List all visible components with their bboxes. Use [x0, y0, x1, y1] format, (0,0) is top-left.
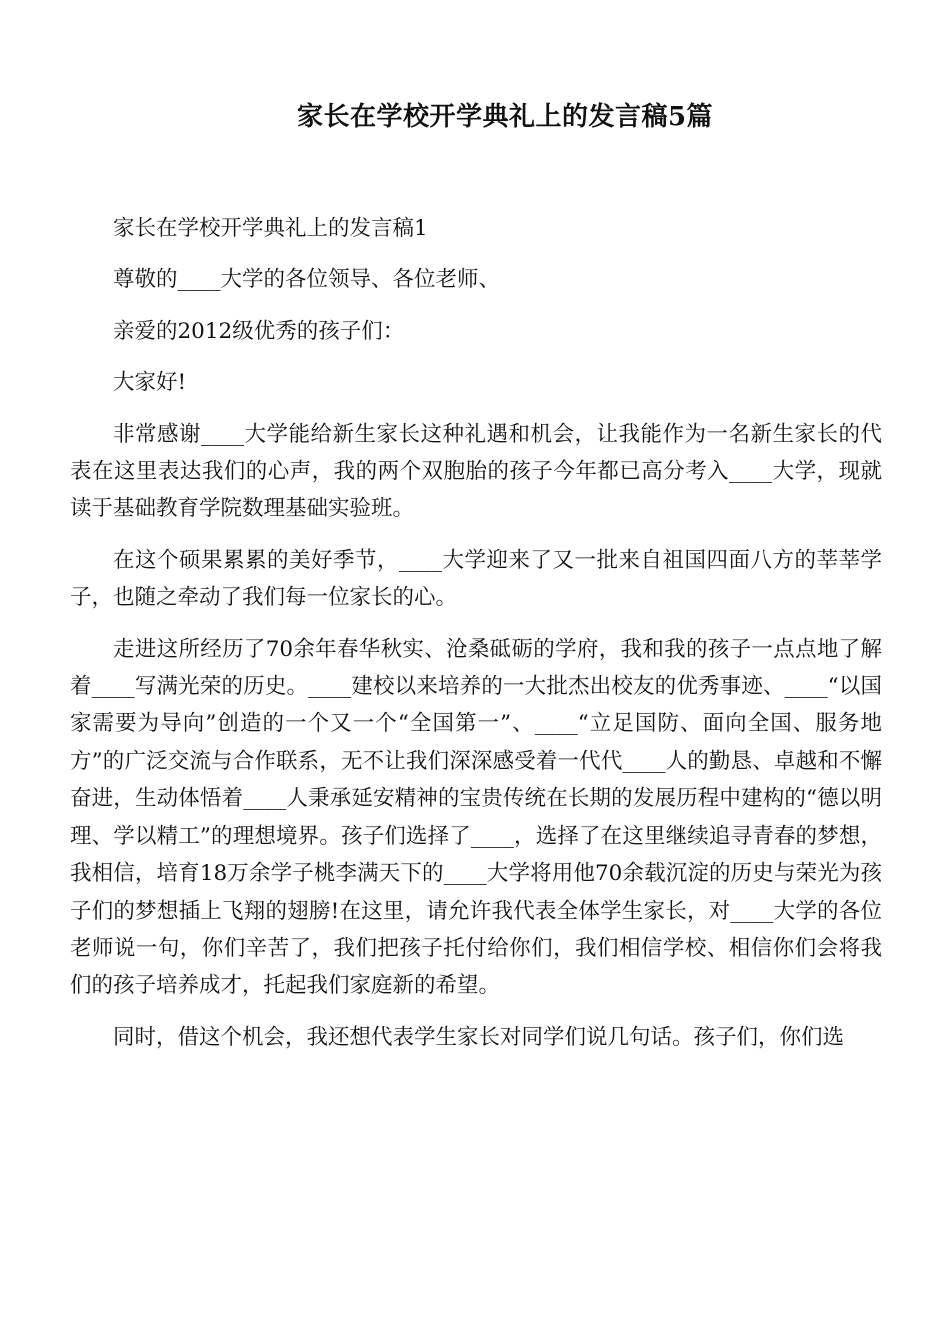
- document-title: 家长在学校开学典礼上的发言稿5篇: [296, 102, 714, 132]
- paragraph-salutation-students: 亲爱的2012级优秀的孩子们：: [113, 318, 405, 344]
- paragraph-subtitle: 家长在学校开学典礼上的发言稿1: [113, 216, 428, 241]
- paragraph-greeting: 大家好!: [113, 370, 187, 396]
- paragraph-advice: 同时，借这个机会，我还想代表学生家长对同学们说几句话。孩子们，你们选: [113, 1024, 845, 1050]
- paragraph-salutation-leaders: 尊敬的____大学的各位领导、各位老师、: [113, 267, 501, 293]
- paragraph-history: 走进这所经历了70余年春华秋实、沧桑砥砺的学府，我和我的孩子一点点地了解着____写满光荣的历史。____建校以来培养的一大批杰出校友的优秀事迹、____“以国家需要为导向”创造的一个又一个“全国第一”、____“立足国防、面向全国、服务地方”的广泛交流与合作联系，无不让我们深深感受着一代代____人的勤恳、卓越和不懈奋进，生动体悟着____人秉承延安精神的宝贵传统在长期的发展历程中建构的“德以明理、学以精工”的理想境界。孩子们选择了____，选择了在这里继续追寻青春的梦想，我相信，培育18万余学子桃李满天下的____大学将用他70余载沉淀的历史与荣光为孩子们的梦想插上飞翔的翅膀!在这里，请允许我代表全体学生家长，对____大学的各位老师说一句，你们辛苦了，我们把孩子托付给你们，我们相信学校、相信你们会将我们的孩子培养成才，托起我们家庭新的希望。: [70, 636, 882, 999]
- document-body: [70, 210, 882, 1070]
- paragraph-thanks: 非常感谢____大学能给新生家长这种礼遇和机会，让我能作为一名新生家长的代表在这里表达我们的心声，我的两个双胞胎的孩子今年都已高分考入____大学，现就读于基础教育学院数理基础实验班。: [70, 421, 882, 522]
- paragraph-season: 在这个硕果累累的美好季节，____大学迎来了又一批来自祖国四面八方的莘莘学子，也随之牵动了我们每一位家长的心。: [70, 547, 882, 611]
